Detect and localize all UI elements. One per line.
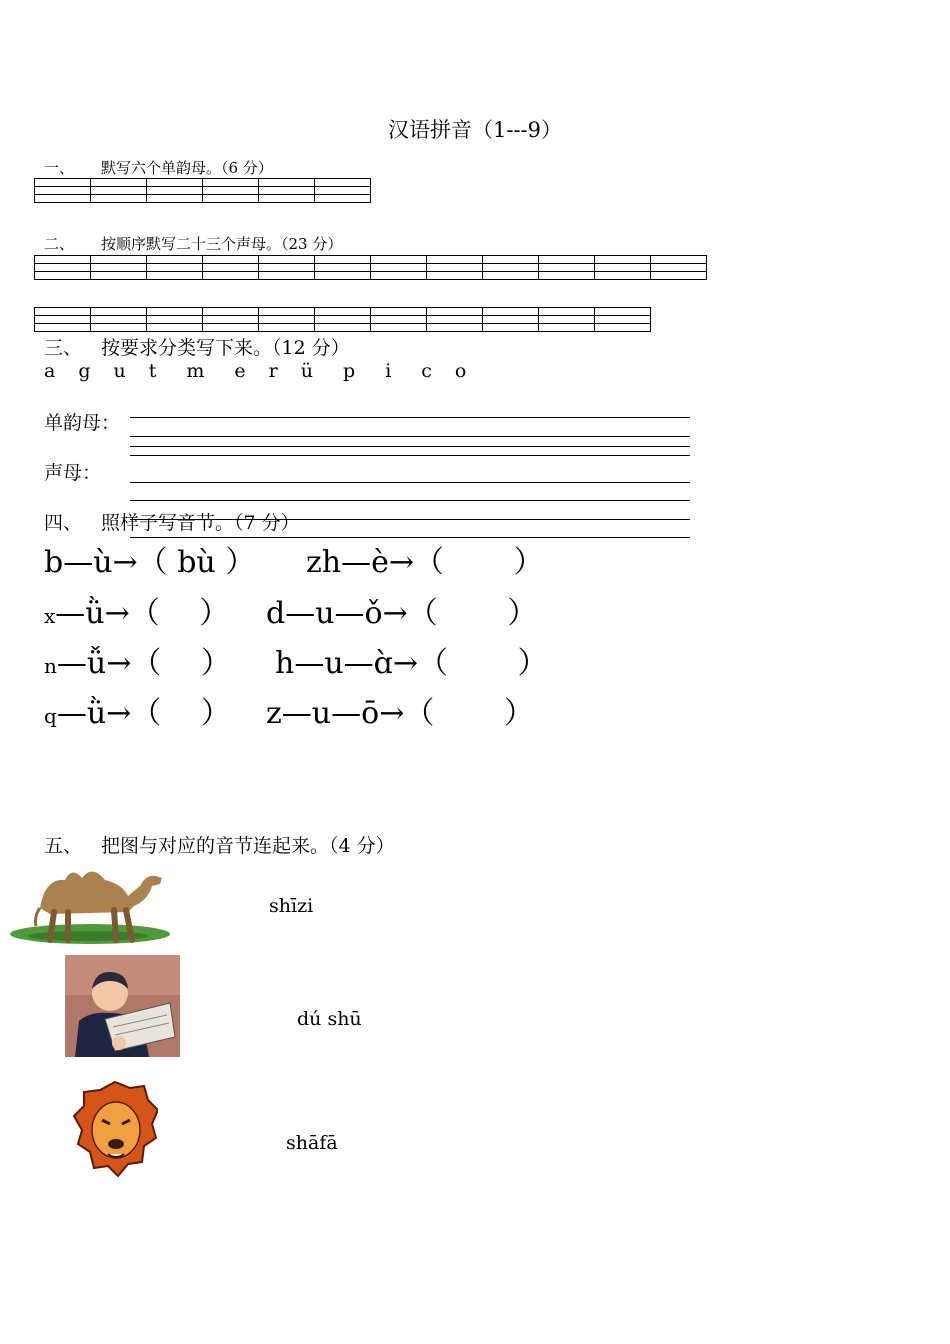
initial-letter: q	[44, 704, 57, 728]
camel-picture[interactable]	[10, 856, 170, 944]
answer-grid-2a[interactable]	[34, 255, 707, 280]
syllable-row-1	[44, 537, 255, 581]
syllable-example: b—ù→（ bù ）	[44, 545, 256, 580]
syllable-exercise: —ǜ→（ ）	[55, 596, 230, 631]
vowel-label: 单韵母：	[44, 412, 121, 434]
syllable-row-3[interactable]	[44, 638, 231, 682]
letter: u	[113, 360, 126, 382]
section-5-instruction: 把图与对应的音节连起来。（4 分）	[101, 835, 395, 857]
page-title: 汉语拼音（1---9）	[388, 118, 563, 142]
section-4-instruction: 照样子写音节。（7 分）	[101, 512, 300, 534]
syllable-exercise[interactable]: zh—è→（ ）	[306, 545, 544, 580]
answer-grid-2b[interactable]	[34, 307, 651, 332]
letter: p	[343, 360, 356, 382]
answer-grid-1[interactable]	[34, 178, 371, 203]
syllable-exercise: —ǚ→（ ）	[56, 646, 231, 681]
letter-list	[44, 360, 489, 382]
section-3-instruction: 按要求分类写下来。（12 分）	[101, 337, 350, 359]
pinyin-option[interactable]: dú shū	[297, 1008, 362, 1030]
pinyin-option[interactable]: shīzi	[269, 895, 314, 917]
letter: i	[385, 360, 392, 382]
letter: t	[148, 360, 157, 382]
initial-letter: x	[44, 604, 56, 628]
child-reading-picture[interactable]	[65, 955, 180, 1057]
section-1-number: 一、	[44, 159, 75, 177]
letter: o	[454, 360, 467, 382]
initial-letter: n	[44, 654, 57, 678]
syllable-exercise[interactable]: h—u—ɑ̀→（ ）	[275, 646, 548, 681]
letter: e	[234, 360, 246, 382]
pinyin-option[interactable]: shāfā	[286, 1132, 338, 1154]
writing-line[interactable]	[130, 446, 690, 447]
writing-line[interactable]	[130, 436, 690, 437]
syllable-exercise: —ǜ→（ ）	[56, 696, 231, 731]
section-5-number: 五、	[44, 835, 83, 857]
section-2-number: 二、	[44, 235, 75, 253]
syllable-exercise[interactable]: d—u—ǒ→（ ）	[266, 596, 538, 631]
lion-picture[interactable]	[72, 1080, 158, 1178]
syllable-row-2[interactable]	[44, 588, 229, 632]
letter: a	[44, 360, 56, 382]
section-1-instruction: 默写六个单韵母。（6 分）	[101, 159, 273, 177]
section-2-instruction: 按顺序默写二十三个声母。（23 分）	[101, 235, 343, 253]
letter: r	[268, 360, 278, 382]
syllable-row-4[interactable]	[44, 688, 231, 732]
writing-line[interactable]	[130, 500, 690, 501]
initial-label: 声母：	[44, 462, 102, 484]
writing-line[interactable]	[130, 455, 690, 456]
syllable-exercise[interactable]: z—u—ō→（ ）	[266, 696, 534, 731]
writing-line[interactable]	[130, 482, 690, 483]
letter: ü	[300, 360, 314, 382]
writing-line[interactable]	[130, 417, 690, 418]
letter: c	[421, 360, 432, 382]
section-3-number: 三、	[44, 337, 83, 359]
letter: g	[78, 360, 91, 382]
letter: m	[186, 360, 205, 382]
section-4-number: 四、	[44, 512, 83, 534]
